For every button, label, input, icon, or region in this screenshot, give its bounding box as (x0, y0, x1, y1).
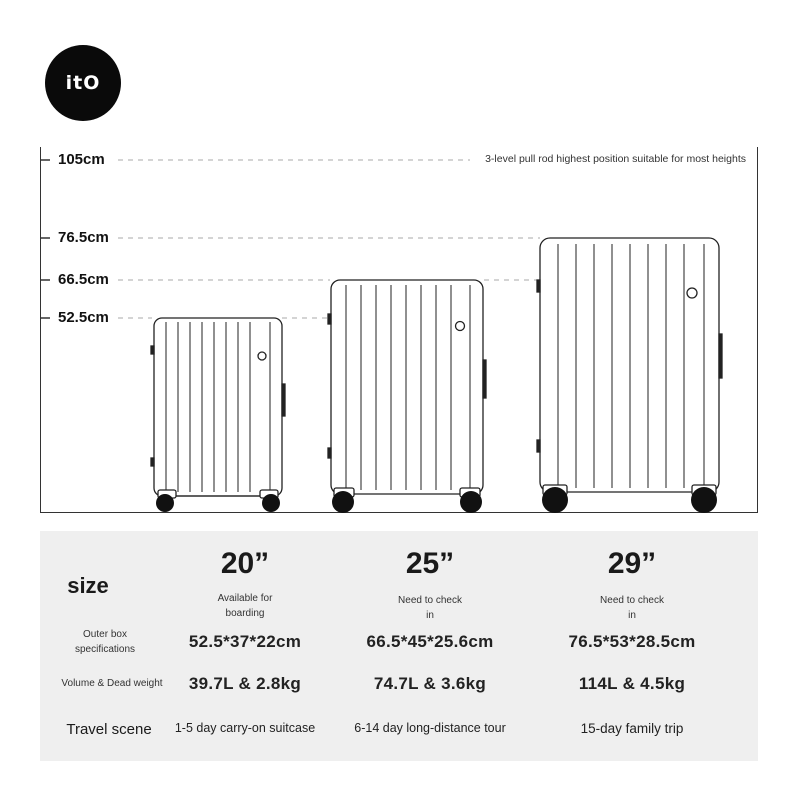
row-label-outer-box-line2: specifications (74, 644, 136, 655)
use-25-line1: Need to check (398, 595, 462, 606)
use-29 (572, 593, 692, 623)
scene-20: 1-5 day carry-on suitcase (174, 721, 316, 735)
volume-29: 114L & 4.5kg (578, 674, 686, 693)
volume-20: 39.7L & 2.8kg (188, 674, 302, 693)
height-label-76-5: 76.5cm (58, 229, 109, 246)
dims-20: 52.5*37*22cm (188, 632, 302, 651)
suitcase-25-icon (328, 280, 486, 513)
spec-table (40, 531, 758, 761)
use-20 (185, 591, 305, 621)
dims-29: 76.5*53*28.5cm (568, 632, 696, 651)
dims-25: 66.5*45*25.6cm (366, 632, 494, 651)
use-29-line1: Need to check (600, 595, 664, 606)
use-20-line2: boarding (225, 608, 265, 619)
pull-rod-note: 3-level pull rod highest position suitable for most heights (485, 153, 746, 165)
row-label-size: size (67, 573, 109, 598)
logo-text: itO (65, 72, 101, 94)
suitcase-29-icon (537, 238, 722, 513)
size-25: 25” (405, 547, 455, 580)
row-label-volume: Volume & Dead weight (61, 678, 163, 689)
use-25-line2: in (426, 610, 434, 621)
use-29-line2: in (628, 610, 636, 621)
row-label-outer-box-line1: Outer box (83, 629, 127, 640)
use-20-line1: Available for (217, 593, 273, 604)
suitcase-20-icon (151, 318, 285, 512)
row-label-outer-box (50, 627, 160, 657)
size-29: 29” (607, 547, 657, 580)
scene-29: 15-day family trip (580, 721, 684, 736)
height-label-105: 105cm (58, 151, 105, 168)
size-20: 20” (220, 547, 270, 580)
row-label-scene: Travel scene (66, 721, 152, 738)
volume-25: 74.7L & 3.6kg (373, 674, 487, 693)
scene-25: 6-14 day long-distance tour (354, 721, 506, 735)
use-25 (370, 593, 490, 623)
height-label-66-5: 66.5cm (58, 271, 109, 288)
height-label-52-5: 52.5cm (58, 309, 109, 326)
